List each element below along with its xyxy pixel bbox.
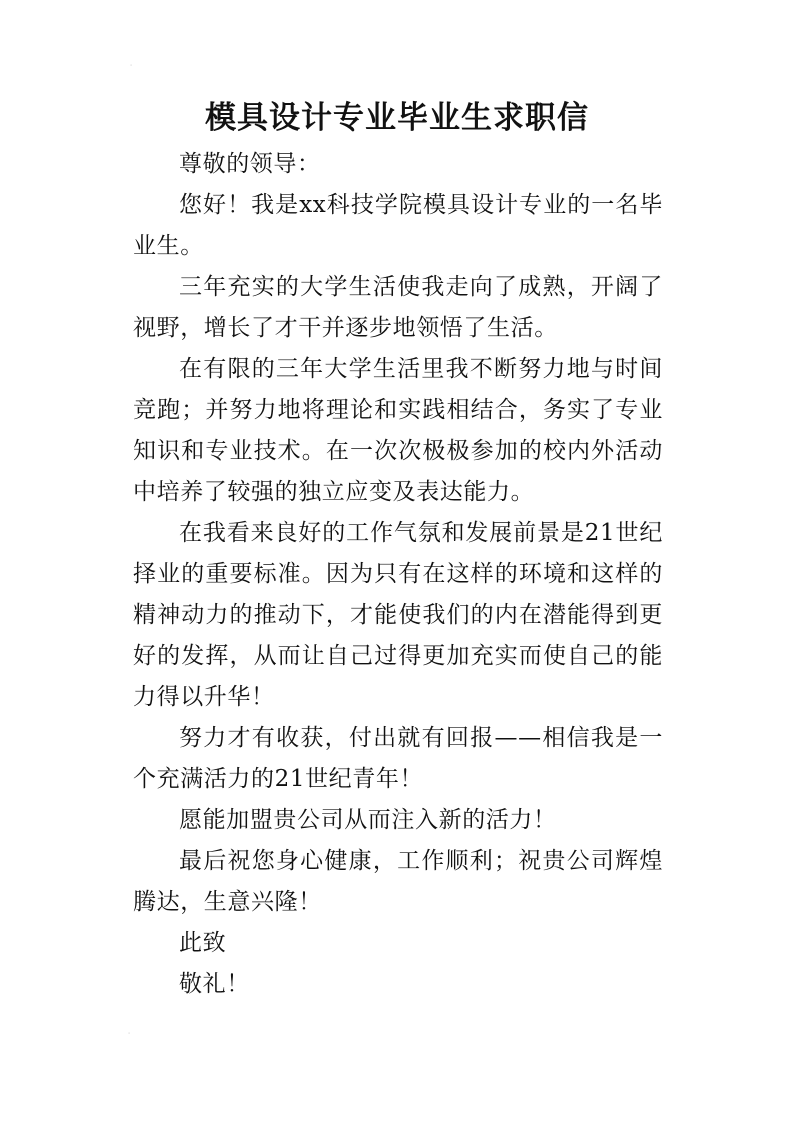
paragraph-study: 在有限的三年大学生活里我不断努力地与时间竞跑；并努力地将理论和实践相结合，务实了专业知识和专业技术。在一次次极极参加的校内外活动中培养了较强的独立应变及表达能力。 — [133, 356, 663, 505]
paragraph-effort: 努力才有收获，付出就有回报——相信我是一个充满活力的21世纪青年！ — [133, 725, 663, 792]
salutation: 尊敬的领导： — [179, 151, 321, 177]
paragraph-wishes: 最后祝您身心健康，工作顺利；祝贵公司辉煌腾达，生意兴隆！ — [133, 848, 663, 915]
closing-cizhi: 此致 — [179, 930, 227, 956]
page-corner-mark-icon: ⸱ — [130, 61, 133, 70]
paragraph-join: 愿能加盟贵公司从而注入新的活力！ — [179, 807, 557, 833]
closing-jingli: 敬礼！ — [179, 971, 250, 997]
page-corner-mark-icon: ⸱ — [128, 1029, 131, 1038]
paragraph-greeting: 您好！我是xx科技学院模具设计专业的一名毕业生。 — [133, 192, 663, 259]
paragraph-career-view: 在我看来良好的工作气氛和发展前景是21世纪择业的重要标准。因为只有在这样的环境和这样的精神动力的推动下，才能使我们的内在潜能得到更好的发挥，从而让自己过得更加充实而使自己的能力得以升华！ — [133, 520, 663, 710]
letter-body — [133, 144, 663, 1005]
paragraph-college-life: 三年充实的大学生活使我走向了成熟，开阔了视野，增长了才干并逐步地领悟了生活。 — [133, 274, 663, 341]
letter-title: 模具设计专业毕业生求职信 — [205, 100, 589, 136]
